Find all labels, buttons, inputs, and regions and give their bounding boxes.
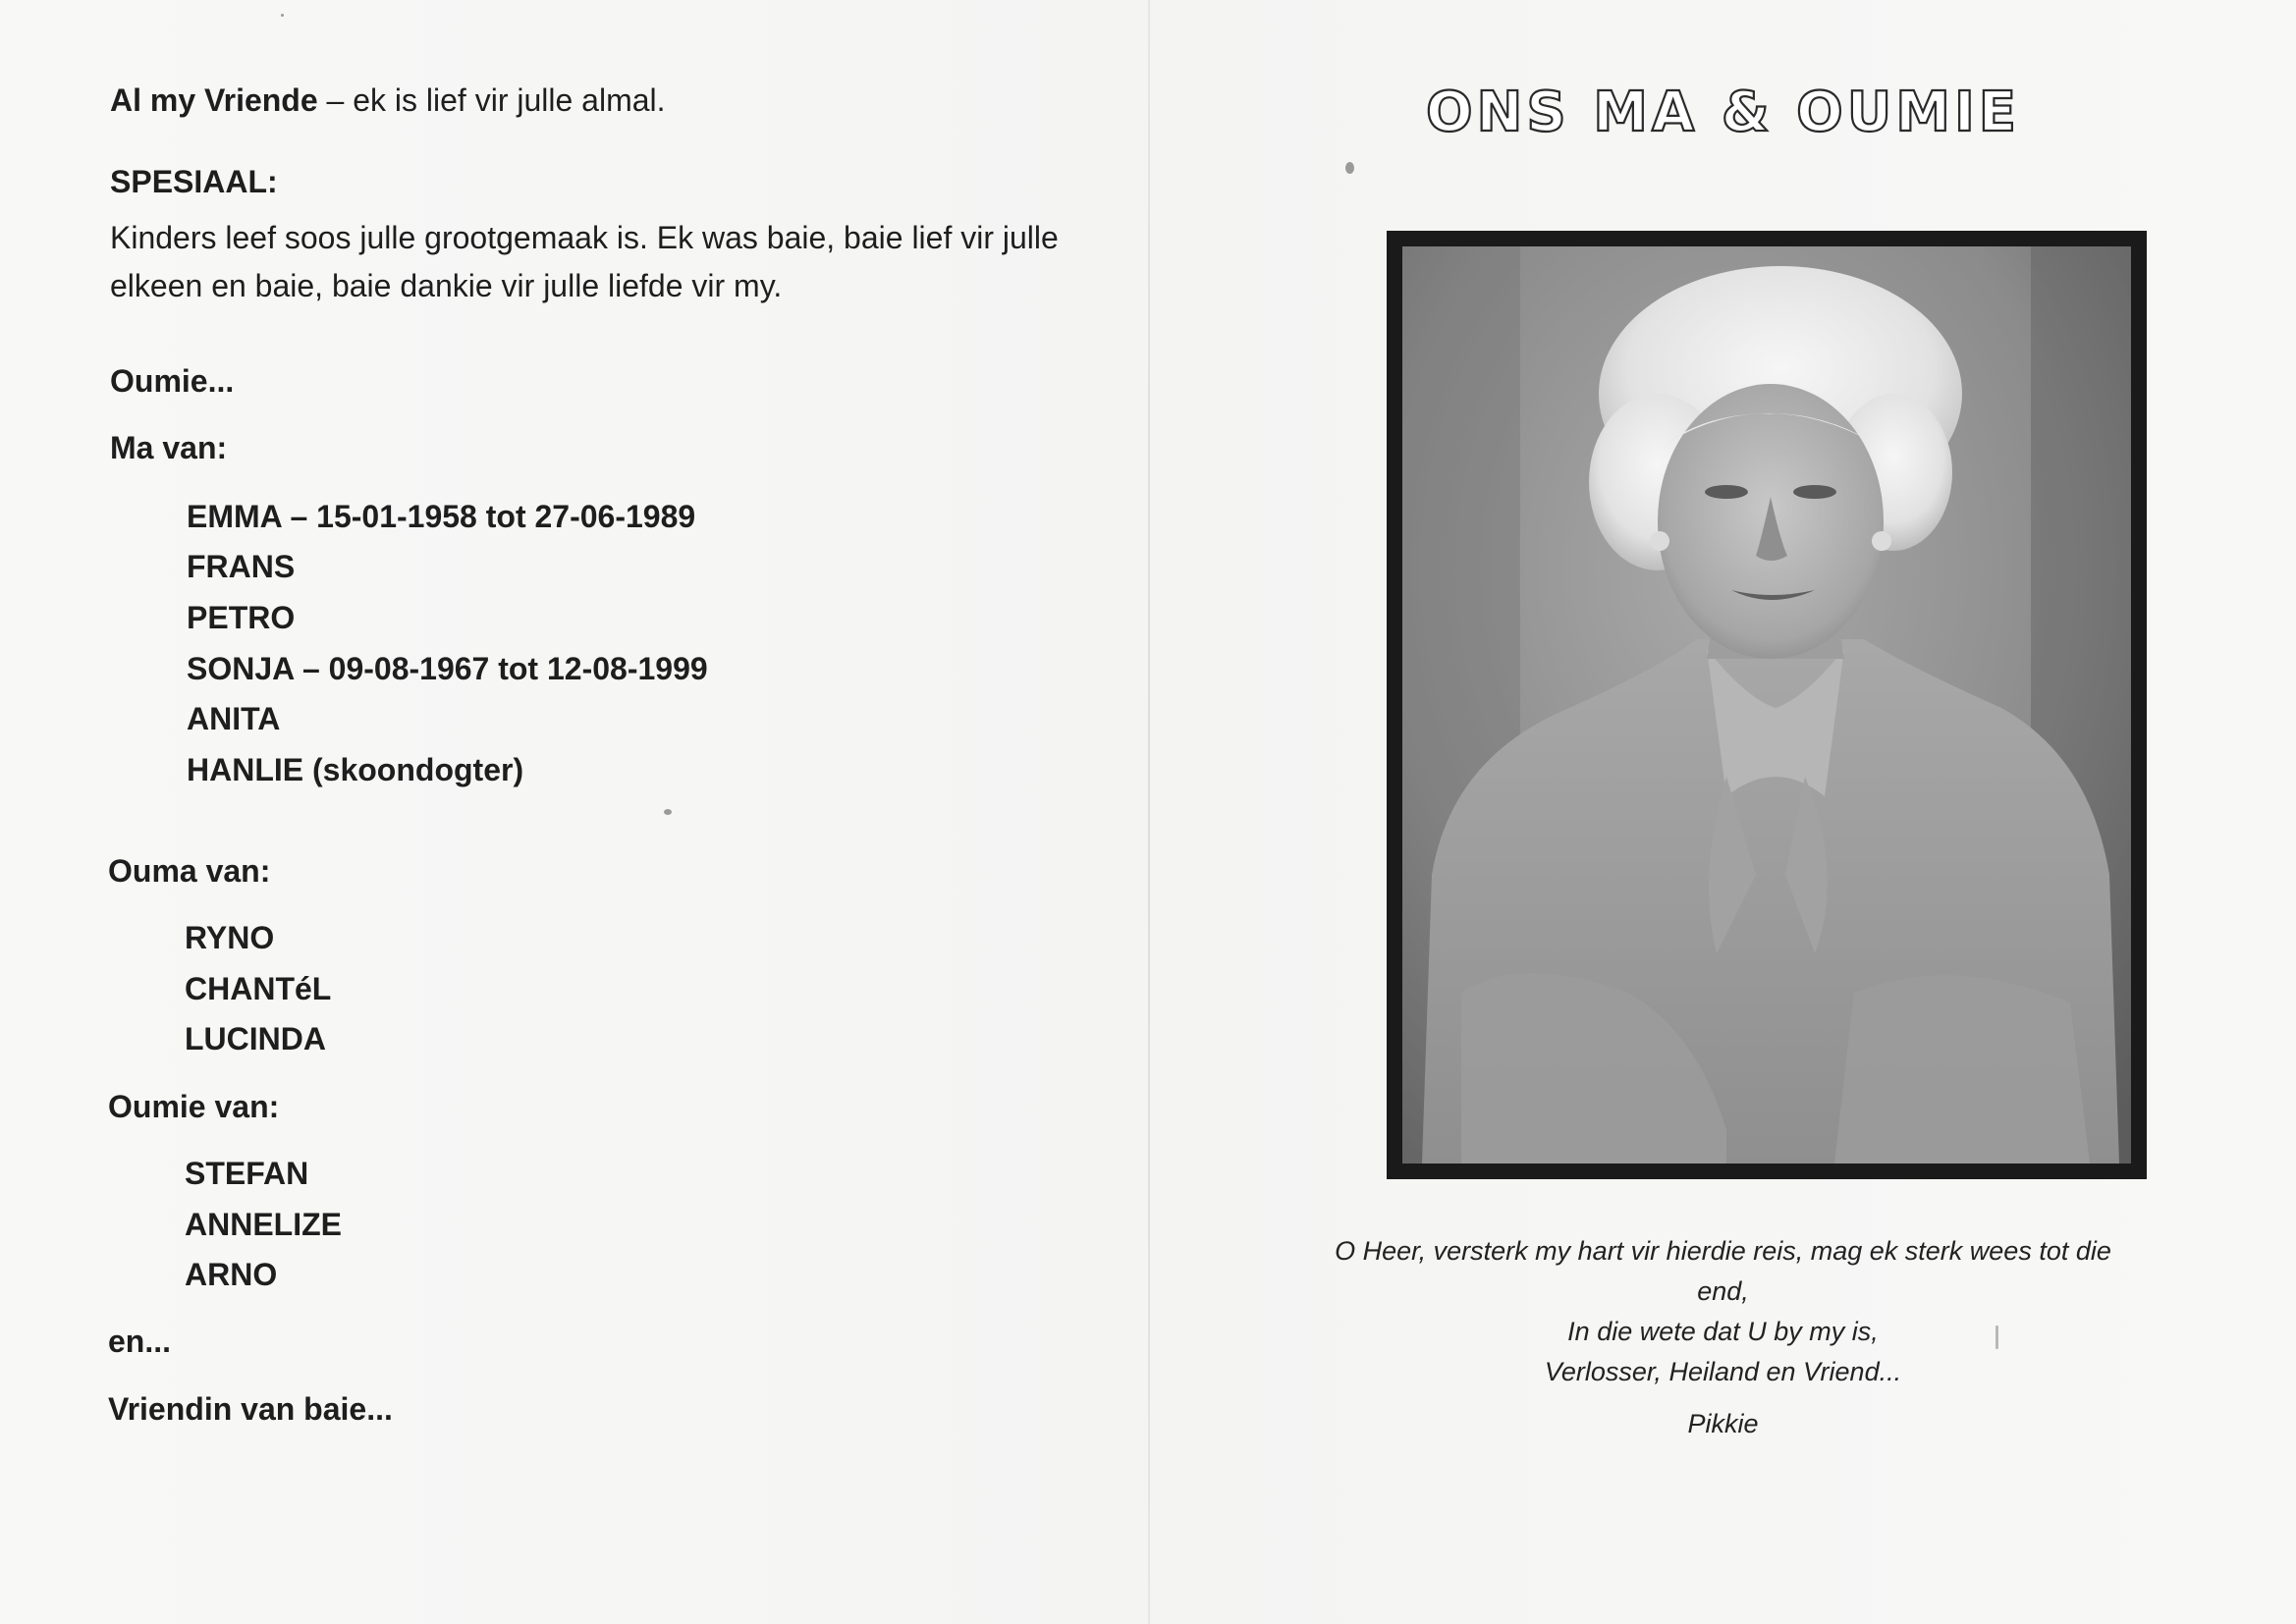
paper-speck <box>1995 1326 1998 1349</box>
child-item: PETRO <box>187 600 296 635</box>
grandchild-item: CHANTéL <box>185 971 332 1006</box>
poem-text <box>1150 1231 2296 1392</box>
signature: Pikkie <box>1687 1409 1759 1438</box>
grandchild-item: RYNO <box>185 920 275 955</box>
portrait-photo <box>1402 246 2131 1164</box>
great-grandchild-item: ANNELIZE <box>185 1207 342 1242</box>
paper-speck <box>281 14 284 17</box>
poem-line: end, <box>1697 1276 1749 1306</box>
en-label: en... <box>108 1324 172 1359</box>
right-page <box>1150 0 2296 1624</box>
ma-van-heading: Ma van: <box>110 430 228 465</box>
intro-rest: – ek is lief vir julle almal. <box>317 82 666 118</box>
special-heading: SPESIAAL: <box>110 164 278 199</box>
special-text: Kinders leef soos julle grootgemaak is. Ek was baie, baie lief vir julle elkeen en baie, baie dankie vir julle liefde vir my. <box>110 220 1059 303</box>
paper-speck <box>664 809 672 815</box>
intro-bold: Al my Vriende <box>110 82 318 118</box>
paper-speck <box>1345 162 1354 174</box>
ouma-van-heading: Ouma van: <box>108 853 271 889</box>
poem-line: O Heer, versterk my hart vir hierdie reis, mag ek sterk wees tot die <box>1335 1236 2111 1266</box>
oumie-van-heading: Oumie van: <box>108 1089 280 1124</box>
child-item: FRANS <box>187 549 296 584</box>
page-title: ONS MA & OUMIE <box>1425 81 2021 144</box>
grandchild-item: LUCINDA <box>185 1021 326 1056</box>
child-item: SONJA – 09-08-1967 tot 12-08-1999 <box>187 651 708 686</box>
portrait-frame <box>1387 231 2147 1179</box>
intro-line <box>110 81 666 120</box>
child-item: ANITA <box>187 701 281 736</box>
great-grandchild-item: STEFAN <box>185 1156 309 1191</box>
poem-line: In die wete dat U by my is, <box>1567 1317 1879 1346</box>
child-item: EMMA – 15-01-1958 tot 27-06-1989 <box>187 499 696 534</box>
great-grandchild-item: ARNO <box>185 1257 278 1292</box>
child-item: HANLIE (skoondogter) <box>187 752 524 787</box>
poem-line: Verlosser, Heiland en Vriend... <box>1544 1357 1902 1386</box>
portrait-illustration <box>1402 246 2131 1164</box>
oumie-label: Oumie... <box>110 363 235 399</box>
friend-label: Vriendin van baie... <box>108 1391 393 1427</box>
